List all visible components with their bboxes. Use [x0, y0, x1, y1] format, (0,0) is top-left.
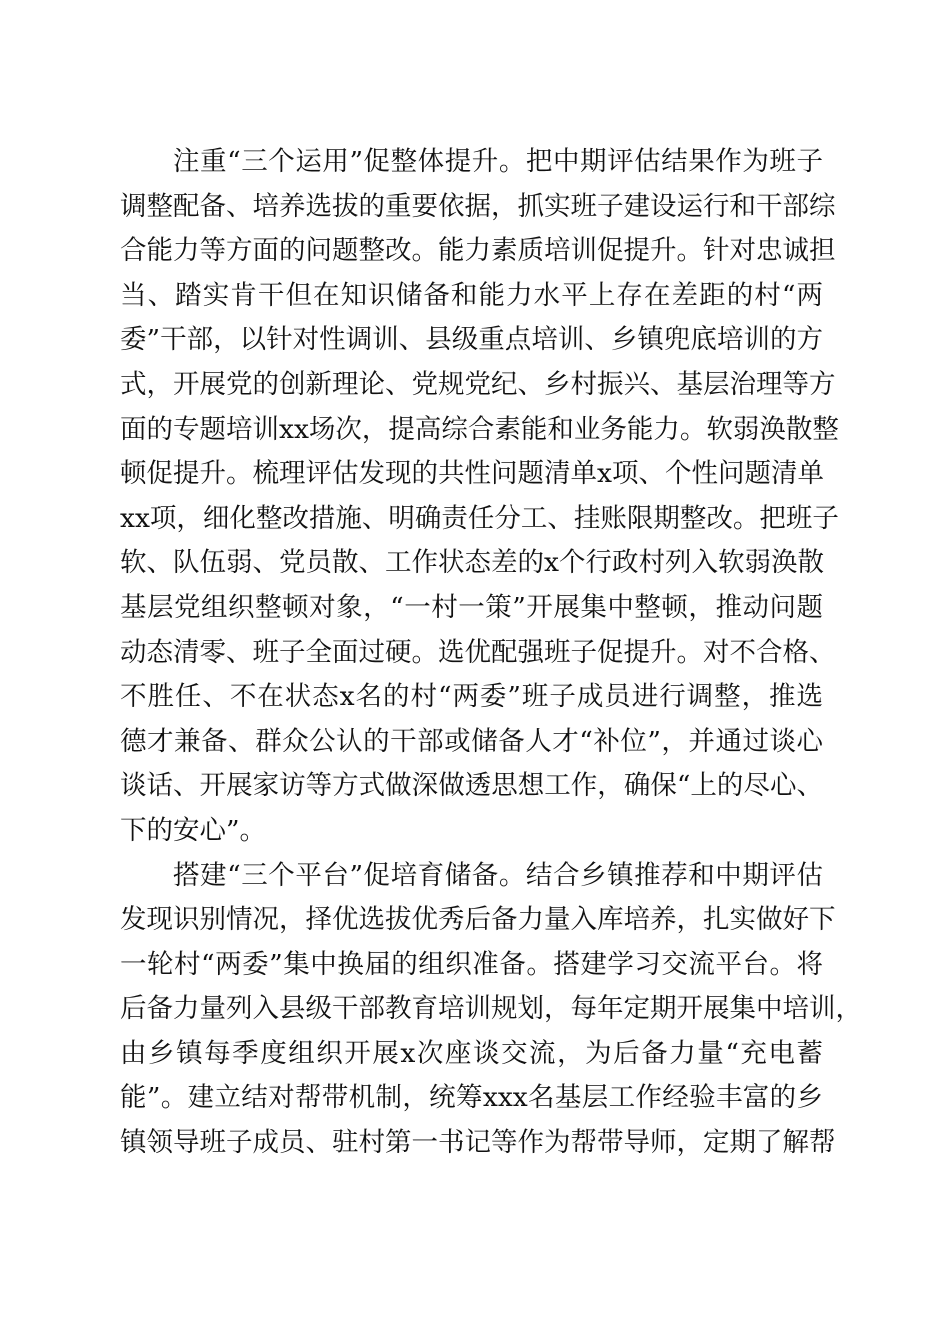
- text-line: 德才兼备、群众公认的干部或储备人才“补位”，并通过谈心: [120, 725, 823, 757]
- text-line: 镇领导班子成员、驻村第一书记等作为帮带导师，定期了解帮: [120, 1127, 836, 1159]
- text-line: 调整配备、培养选拔的重要依据，抓实班子建设运行和干部综: [120, 190, 836, 222]
- text-line: 合能力等方面的问题整改。能力素质培训促提升。针对忠诚担: [120, 235, 836, 267]
- text-line: 软、队伍弱、党员散、工作状态差的x个行政村列入软弱涣散: [120, 547, 824, 579]
- text-line: 能”。建立结对帮带机制，统筹xxx名基层工作经验丰富的乡: [120, 1082, 823, 1114]
- text-line: 注重“三个运用”促整体提升。把中期评估结果作为班子: [173, 146, 823, 177]
- text-line: 式，开展党的创新理论、党规党纪、乡村振兴、基层治理等方: [120, 368, 836, 400]
- text-line: 一轮村“两委”集中换届的组织准备。搭建学习交流平台。将: [120, 948, 823, 980]
- text-line: 下的安心”。: [120, 814, 267, 846]
- document-page: [120, 140, 862, 1166]
- text-line: 委”干部，以针对性调训、县级重点培训、乡镇兜底培训的方: [120, 324, 823, 356]
- text-line: 由乡镇每季度组织开展x次座谈交流，为后备力量“充电蓄: [120, 1037, 823, 1069]
- text-line: 搭建“三个平台”促培育储备。结合乡镇推荐和中期评估: [173, 859, 823, 891]
- paragraph: [120, 140, 839, 854]
- text-line: 当、踏实肯干但在知识储备和能力水平上存在差距的村“两: [120, 279, 823, 311]
- text-line: 顿促提升。梳理评估发现的共性问题清单x项、个性问题清单: [120, 458, 824, 490]
- paragraph: [120, 854, 862, 1166]
- text-line: 面的专题培训xx场次，提高综合素能和业务能力。软弱涣散整: [120, 413, 839, 445]
- text-line: 后备力量列入县级干部教育培训规划，每年定期开展集中培训，: [120, 993, 862, 1025]
- text-line: 谈话、开展家访等方式做深做透思想工作，确保“上的尽心、: [120, 770, 823, 802]
- text-line: 发现识别情况，择优选拔优秀后备力量入库培养，扎实做好下: [120, 904, 836, 936]
- text-line: 基层党组织整顿对象，“一村一策”开展集中整顿，推动问题: [120, 591, 823, 623]
- text-line: xx项，细化整改措施、明确责任分工、挂账限期整改。把班子: [120, 502, 839, 534]
- text-line: 动态清零、班子全面过硬。选优配强班子促提升。对不合格、: [120, 636, 836, 668]
- text-line: 不胜任、不在状态x名的村“两委”班子成员进行调整，推选: [120, 681, 823, 713]
